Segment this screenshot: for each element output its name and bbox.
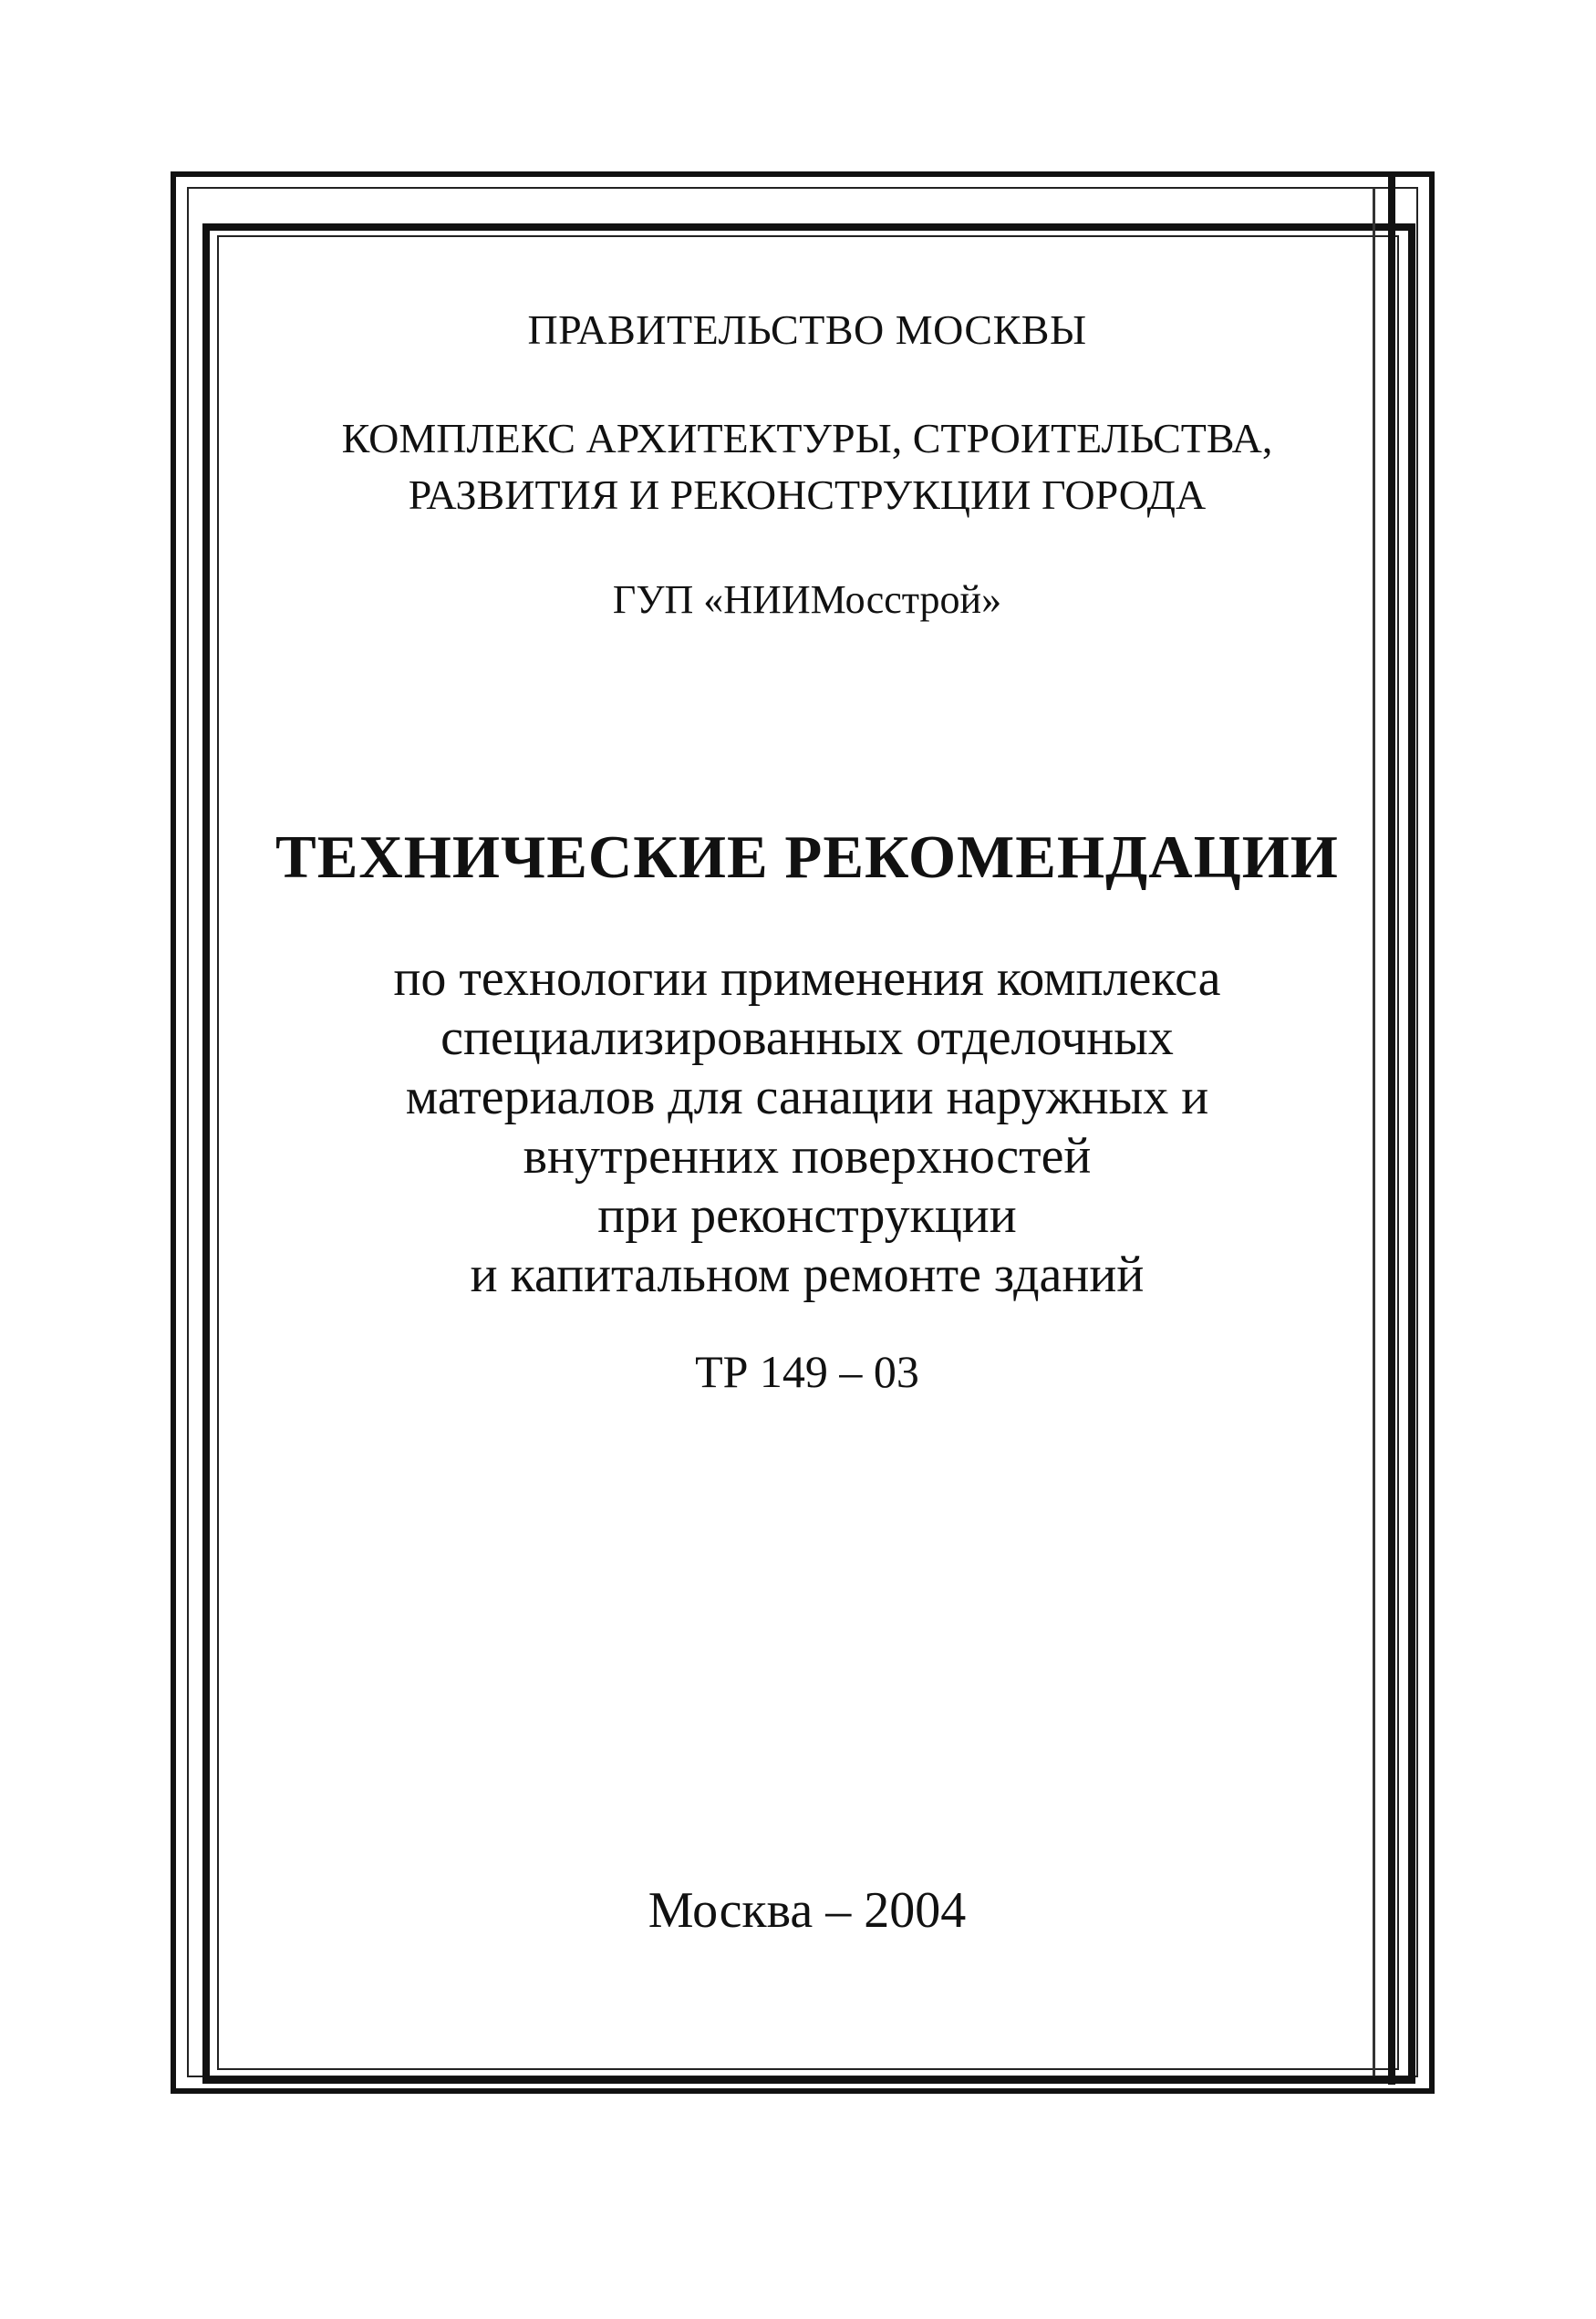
subtitle-line: внутренних поверхностей — [523, 1128, 1092, 1185]
document-code — [237, 1345, 1377, 1398]
government-name: ПРАВИТЕЛЬСТВО МОСКВЫ — [527, 306, 1087, 353]
place-and-year — [237, 1881, 1377, 1940]
document-code-text: ТР 149 – 03 — [695, 1346, 919, 1397]
complex-line: КОМПЛЕКС АРХИТЕКТУРЫ, СТРОИТЕЛЬСТВА, — [341, 415, 1273, 461]
subtitle-line: специализированных отделочных — [440, 1009, 1174, 1066]
subtitle-line: и капитальном ремонте зданий — [470, 1247, 1145, 1303]
subtitle-line: материалов для санации наружных и — [405, 1069, 1209, 1125]
frame-right-rule — [1388, 173, 1395, 2085]
document-title — [237, 823, 1377, 893]
subtitle-line: при реконструкции — [597, 1187, 1017, 1244]
complex-line: РАЗВИТИЯ И РЕКОНСТРУКЦИИ ГОРОДА — [408, 471, 1207, 518]
organization-name: ГУП «НИИМосстрой» — [612, 577, 1002, 622]
place-and-year-text: Москва – 2004 — [648, 1882, 967, 1939]
organization-heading — [237, 576, 1377, 623]
complex-heading — [237, 410, 1377, 523]
government-heading — [237, 305, 1377, 354]
document-title-text: ТЕХНИЧЕСКИЕ РЕКОМЕНДАЦИИ — [275, 823, 1339, 891]
subtitle-line: по технологии применения комплекса — [393, 950, 1221, 1007]
document-subtitle — [237, 949, 1377, 1305]
